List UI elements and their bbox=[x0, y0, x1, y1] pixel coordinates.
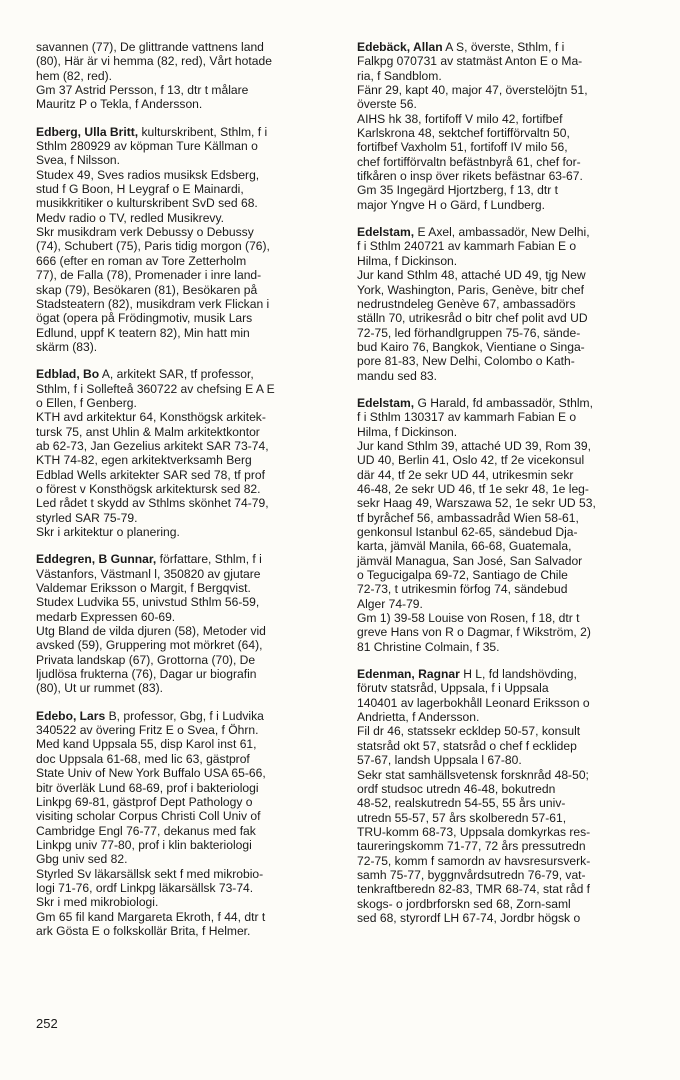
entry-headword: Edebäck, Allan bbox=[357, 40, 443, 54]
entry-paragraph bbox=[357, 40, 659, 83]
entry-text: f i Sthlm 240721 av kammarh Fabian E o Hilma, f Dickinson. bbox=[357, 239, 577, 268]
entry-paragraph bbox=[357, 724, 659, 767]
entry-headline-rest: B, professor, Gbg, f i Ludvika bbox=[105, 708, 264, 723]
left-column bbox=[36, 40, 338, 951]
entry-paragraph bbox=[36, 910, 338, 939]
entry-paragraph bbox=[36, 552, 338, 595]
entry-text: Gm 1) 39-58 Louise von Rosen, f 18, dtr t greve Hans von R o Dagmar, f Wikström, 2) 81 Christine Colmain, f 35. bbox=[357, 611, 591, 654]
entry-paragraph bbox=[36, 410, 338, 525]
entry-headword: Edberg, Ulla Britt, bbox=[36, 124, 139, 139]
entry-text: Sekr stat samhällsvetensk forsknråd 48-50; ordf studsoc utredn 46-48, bokutredn 48-52, realskutredn 54-55, 55 års univ- utredn 55-57, 57 års skolberedn 57-61, TRU-komm 68-73, Uppsala domkyrkas res- taureringskomm 71-77, 72 års pressutredn 72-75, komm f samordn av havsresursverk- samh 75-77, byggnvårdsutredn 76-79, vat- tenkraftberedn 82-83, TMR 68-74, stat råd f skogs- o jordbrforskn sed 68, Zorn-saml sed 68, styrordf LH 67-74, Jordbr högsk o bbox=[357, 767, 591, 925]
entry-text: Västanfors, Västmanl l, 350820 av gjutare Valdemar Eriksson o Margit, f Bergqvist. bbox=[36, 566, 261, 596]
biography-entry bbox=[357, 396, 659, 654]
entry-headword: Eddegren, B Gunnar, bbox=[36, 552, 157, 567]
entry-paragraph bbox=[36, 737, 338, 866]
entry-paragraph bbox=[36, 595, 338, 624]
entry-paragraph bbox=[36, 367, 338, 410]
entry-paragraph bbox=[36, 867, 338, 896]
entry-text: Med kand Uppsala 55, disp Karol inst 61, doc Uppsala 61-68, med lic 63, gästprof State Univ of New York Buffalo USA 65-66, bitr överläk Lund 68-69, prof i bakteriologi Linkpg 69-81, gästprof Dept Pathology o visiting scholar Corpus Christi Coll Univ of Cambridge Engl 76-77, dekanus med fak Linkpg univ 77-80, prof i klin bakteriologi Gbg univ sed 82. bbox=[36, 737, 266, 867]
entry-paragraph bbox=[36, 709, 338, 738]
entry-paragraph bbox=[357, 611, 659, 654]
entry-paragraph bbox=[357, 268, 659, 383]
entry-paragraph bbox=[36, 83, 338, 112]
biography-entry bbox=[357, 225, 659, 383]
entry-text: Sthlm, f i Sollefteå 360722 av chefsing E A E o Ellen, f Genberg. bbox=[36, 381, 275, 410]
entry-headline-rest: G Harald, fd ambassadör, Sthlm, bbox=[414, 395, 593, 410]
entry-paragraph bbox=[36, 168, 338, 225]
entry-paragraph bbox=[36, 40, 338, 83]
entry-text: Styrled Sv läkarsällsk sekt f med mikrobio- logi 71-76, ordf Linkpg läkarsällsk 73-74. bbox=[36, 866, 264, 895]
entry-paragraph bbox=[357, 768, 659, 926]
entry-headword: Edebo, Lars bbox=[36, 708, 106, 723]
entry-paragraph bbox=[36, 624, 338, 696]
entry-text: Utg Bland de vilda djuren (58), Metoder vid avsked (59), Gruppering mot mörkret (64), Privata landskap (67), Grottorna (70), De ljudlösa frukterna (76), Dagar ur biografin (80), Ut ur rummet (83). bbox=[36, 624, 266, 696]
entry-paragraph bbox=[36, 125, 338, 168]
right-column bbox=[357, 40, 659, 938]
biography-entry bbox=[36, 709, 338, 939]
entry-text: förutv statsråd, Uppsala, f i Uppsala 140401 av lagerbokhåll Leonard Eriksson o Andrietta, f Andersson. bbox=[357, 681, 590, 725]
entry-text: Gm 37 Astrid Persson, f 13, dtr t målare Mauritz P o Tekla, f Andersson. bbox=[36, 83, 249, 112]
entry-text: Sthlm 280929 av köpman Ture Källman o Svea, f Nilsson. bbox=[36, 139, 258, 168]
entry-paragraph bbox=[36, 225, 338, 354]
entry-text: savannen (77), De glittrande vattnens land (80), Här är vi hemma (82, red), Vårt hotade hem (82, red). bbox=[36, 40, 272, 83]
biography-entry bbox=[357, 40, 659, 212]
entry-headword: Edelstam, bbox=[357, 395, 415, 410]
page-number: 252 bbox=[36, 1016, 58, 1031]
entry-text: Fänr 29, kapt 40, major 47, överstelöjtn 51, överste 56. bbox=[357, 83, 588, 112]
entry-text: Fil dr 46, statssekr eckldep 50-57, konsult statsråd okt 57, statsråd o chef f ecklidep 57-67, landsh Uppsala l 67-80. bbox=[357, 724, 581, 768]
biography-entry bbox=[36, 367, 338, 539]
entry-headline-rest: A S, överste, Sthlm, f i bbox=[442, 40, 565, 54]
entry-text: Jur kand Sthlm 39, attaché UD 39, Rom 39, UD 40, Berlin 41, Oslo 42, tf 2e vicekonsul där 44, tf 2e sekr UD 44, utrikesmin sekr 46-48, 2e sekr UD 46, tf 1e sekr 48, 1e leg- sekr Haag 49, Warszawa 52, 1e sekr UD 53, tf byråchef 56, ambassadråd Wien 58-61, genkonsul Istanbul 62-65, sändebud Dja- karta, jämväl Manila, 66-68, Guatemala, jämväl Managua, San José, San Salvador o Tegucigalpa 69-72, Santiago de Chile 72-73, t utrikesmin förfog 74, sändebud Alger 74-79. bbox=[357, 438, 596, 611]
entry-headline-rest: E Axel, ambassadör, New Delhi, bbox=[414, 225, 590, 240]
entry-text: 340522 av övering Fritz E o Svea, f Öhrn. bbox=[36, 723, 259, 738]
entry-paragraph bbox=[357, 183, 659, 212]
entry-paragraph bbox=[357, 225, 659, 268]
entry-text: Skr i med mikrobiologi. bbox=[36, 895, 159, 910]
entry-text: AIHS hk 38, fortifoff V milo 42, fortifbef Karlskrona 48, sektchef fortifförvaltn 50, fortifbef Vaxholm 51, fortifoff IV milo 56, chef fortifförvaltn befästnbyrå 61, chef for- tifkåren o insp över rikets befästnar 63-67. bbox=[357, 111, 583, 184]
entry-text: Skr musikdram verk Debussy o Debussy (74), Schubert (75), Paris tidig morgon (76), 666 (efter en roman av Tore Zetterholm 77), de Falla (78), Promenader i inre land- skap (79), Besökaren (81), Besökaren på Stadsteatern (82), musikdram verk Flickan i ögat (opera på Frödingmotiv, musik Lars Edlund, uppf K teatern 82), Min hatt min skärm (83). bbox=[36, 225, 270, 354]
biography-entry bbox=[357, 667, 659, 925]
entry-headline-rest: kulturskribent, Sthlm, f i bbox=[138, 124, 268, 139]
entry-headline-rest: H L, fd landshövding, bbox=[459, 667, 577, 682]
entry-text: Studex Ludvika 55, univstud Sthlm 56-59, medarb Expressen 60-69. bbox=[36, 595, 260, 624]
entry-headline-rest: författare, Sthlm, f i bbox=[156, 552, 262, 567]
biography-entry bbox=[36, 125, 338, 355]
entry-text: KTH avd arkitektur 64, Konsthögsk arkitek- tursk 75, anst Uhlin & Malm arkitektkontor ab 62-73, Jan Gezelius arkitekt SAR 73-74, KTH 74-82, egen arkitektverksamh Berg Edblad Wells arkitekter SAR sed 78, tf prof o förest v Konsthögsk arkitektursk sed 82. Led rådet t skydd av Sthlms skönhet 74-79, styrled SAR 75-79. bbox=[36, 410, 269, 525]
entry-paragraph bbox=[36, 525, 338, 539]
entry-text: f i Sthlm 130317 av kammarh Fabian E o Hilma, f Dickinson. bbox=[357, 410, 577, 439]
entry-headline-rest: A, arkitekt SAR, tf professor, bbox=[99, 367, 254, 382]
biography-entry bbox=[36, 552, 338, 695]
biography-entry bbox=[36, 40, 338, 112]
entry-paragraph bbox=[357, 667, 659, 724]
entry-text: Skr i arkitektur o planering. bbox=[36, 525, 180, 539]
entry-headword: Edenman, Ragnar bbox=[357, 667, 460, 682]
entry-text: Studex 49, Sves radios musiksk Edsberg, stud f G Boon, H Leygraf o E Mainardi, musikkritiker o kulturskribent SvD sed 68. Medv radio o TV, redled Musikrevy. bbox=[36, 167, 260, 225]
entry-headword: Edelstam, bbox=[357, 225, 415, 240]
entry-text: Falkpg 070731 av statmäst Anton E o Ma- ria, f Sandblom. bbox=[357, 54, 583, 83]
entry-text: Jur kand Sthlm 48, attaché UD 49, tjg New York, Washington, Paris, Genève, bitr chef nedrustndeleg Genève 67, ambassadörs ställn 70, utrikesråd o bitr chef polit avd UD 72-75, led förhandlgruppen 75-76, sände- bud Kairo 76, Bangkok, Vientiane o Singa- pore 81-83, New Delhi, Colombo o Kath- mandu sed 83. bbox=[357, 268, 588, 383]
entry-text: Gm 65 fil kand Margareta Ekroth, f 44, dtr t ark Gösta E o folkskollär Brita, f Helmer. bbox=[36, 909, 266, 938]
entry-paragraph bbox=[357, 83, 659, 112]
entry-paragraph bbox=[357, 112, 659, 184]
entry-paragraph bbox=[357, 396, 659, 439]
entry-headword: Edblad, Bo bbox=[36, 367, 100, 382]
entry-text: Gm 35 Ingegärd Hjortzberg, f 13, dtr t major Yngve H o Gärd, f Lundberg. bbox=[357, 183, 558, 212]
entry-paragraph bbox=[357, 439, 659, 611]
entry-paragraph bbox=[36, 895, 338, 909]
